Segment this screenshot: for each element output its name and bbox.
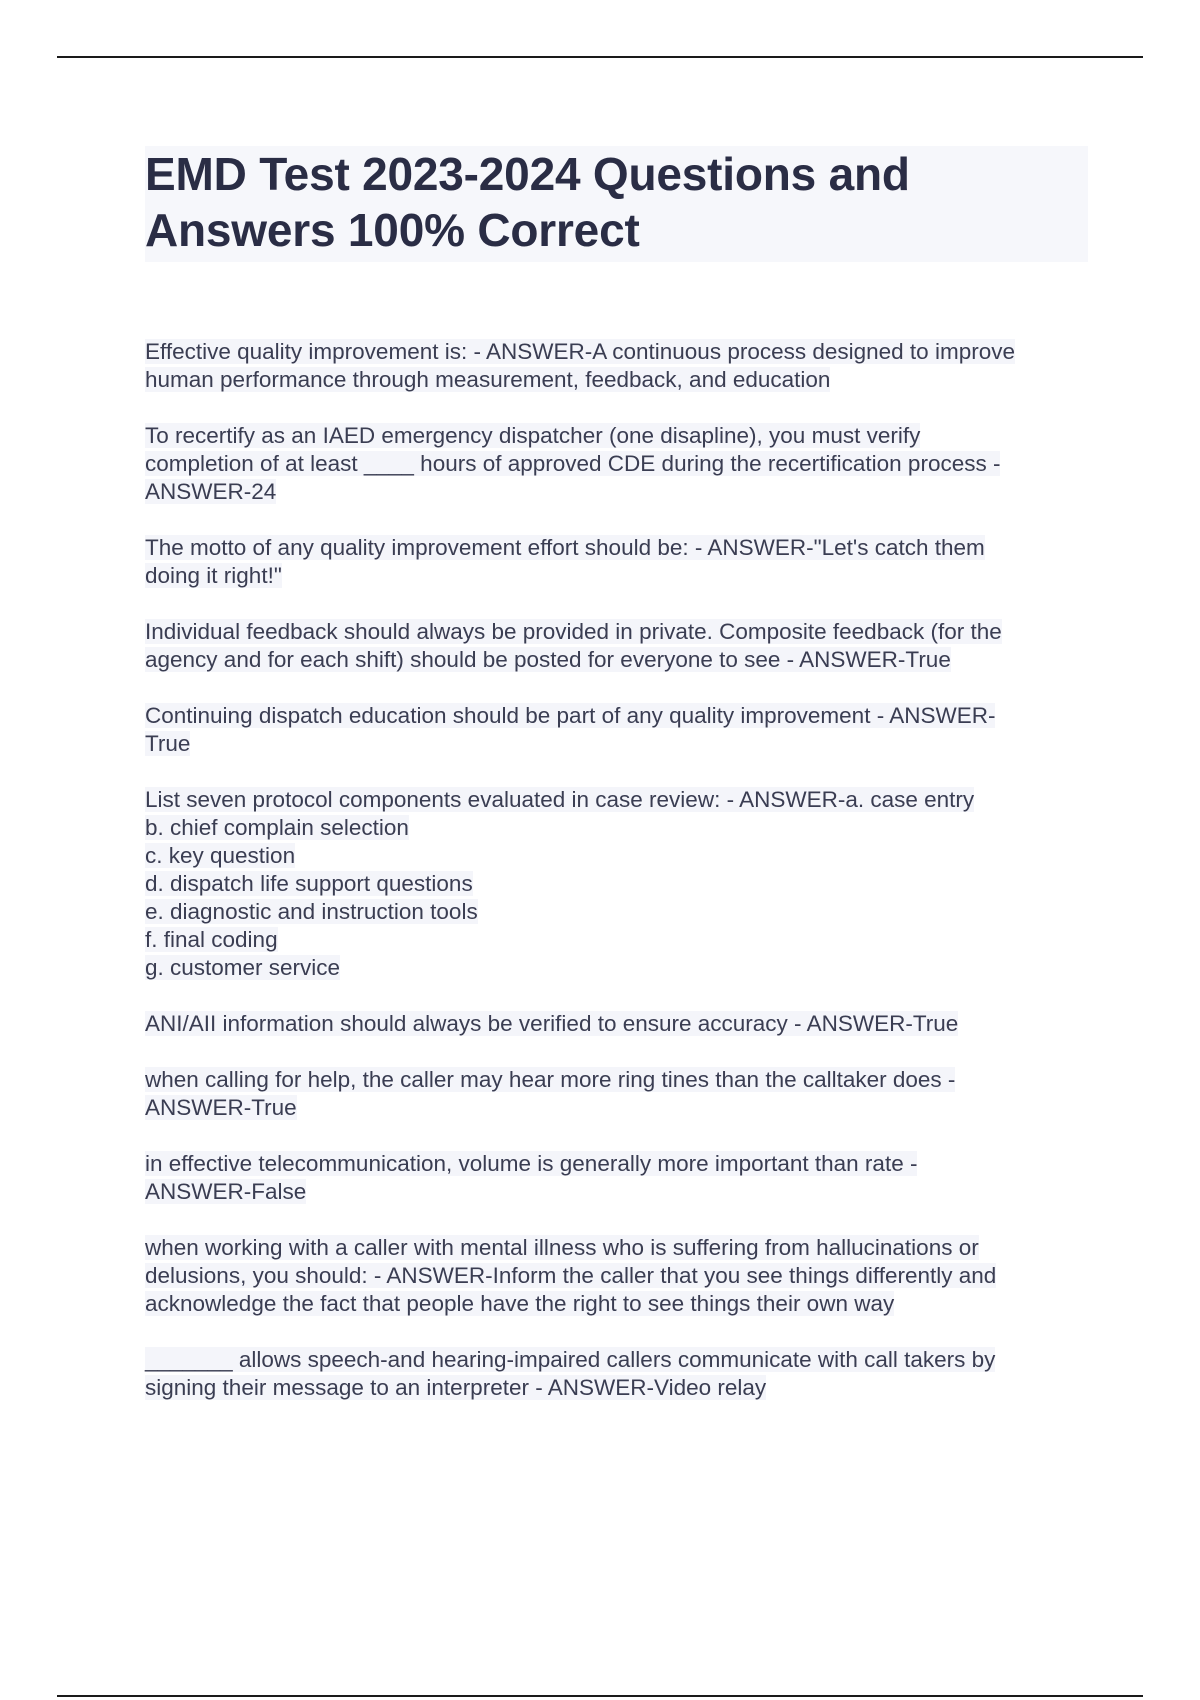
qa-item bbox=[145, 1234, 1090, 1318]
qa-line bbox=[145, 1066, 1090, 1094]
qa-line bbox=[145, 562, 1090, 590]
qa-line bbox=[145, 366, 1090, 394]
qa-item bbox=[145, 534, 1090, 590]
qa-line-text: Continuing dispatch education should be part of any quality improvement - ANSWER- bbox=[145, 703, 996, 728]
qa-item bbox=[145, 1150, 1090, 1206]
qa-line bbox=[145, 702, 1090, 730]
qa-line bbox=[145, 422, 1090, 450]
qa-item bbox=[145, 786, 1090, 982]
qa-line bbox=[145, 338, 1090, 366]
qa-line bbox=[145, 1234, 1090, 1262]
qa-line-text: ANI/AII information should always be verified to ensure accuracy - ANSWER-True bbox=[145, 1011, 959, 1036]
qa-line bbox=[145, 1150, 1090, 1178]
title-line-2: Answers 100% Correct bbox=[145, 204, 640, 256]
qa-item bbox=[145, 338, 1090, 394]
document-title bbox=[145, 146, 1088, 262]
qa-line bbox=[145, 814, 1090, 842]
qa-line-text: ANSWER-24 bbox=[145, 479, 277, 504]
qa-line bbox=[145, 926, 1090, 954]
qa-line bbox=[145, 842, 1090, 870]
qa-item bbox=[145, 1346, 1090, 1402]
qa-line-text: when calling for help, the caller may hear more ring tines than the calltaker does - bbox=[145, 1067, 956, 1092]
qa-line-text: human performance through measurement, feedback, and education bbox=[145, 367, 831, 392]
qa-line bbox=[145, 898, 1090, 926]
qa-line-text: agency and for each shift) should be posted for everyone to see - ANSWER-True bbox=[145, 647, 951, 672]
qa-line bbox=[145, 534, 1090, 562]
qa-line bbox=[145, 646, 1090, 674]
qa-line-text: d. dispatch life support questions bbox=[145, 871, 473, 896]
qa-line-text: The motto of any quality improvement effort should be: - ANSWER-"Let's catch them bbox=[145, 535, 985, 560]
qa-line bbox=[145, 730, 1090, 758]
qa-item bbox=[145, 702, 1090, 758]
qa-line-text: ANSWER-False bbox=[145, 1179, 307, 1204]
header-rule bbox=[57, 56, 1143, 58]
qa-line-text: completion of at least ____ hours of approved CDE during the recertification process - bbox=[145, 451, 1001, 476]
qa-item bbox=[145, 1010, 1090, 1038]
qa-line-text: True bbox=[145, 731, 191, 756]
qa-line-text: e. diagnostic and instruction tools bbox=[145, 899, 478, 924]
qa-line-text: f. final coding bbox=[145, 927, 278, 952]
qa-line bbox=[145, 1374, 1090, 1402]
title-line-1: EMD Test 2023-2024 Questions and bbox=[145, 148, 910, 200]
qa-line bbox=[145, 1290, 1090, 1318]
qa-item bbox=[145, 422, 1090, 506]
qa-line bbox=[145, 786, 1090, 814]
qa-line bbox=[145, 1262, 1090, 1290]
qa-line-text: Effective quality improvement is: - ANSWER-A continuous process designed to improve bbox=[145, 339, 1015, 364]
page-title bbox=[145, 146, 1088, 258]
qa-line bbox=[145, 870, 1090, 898]
qa-line-text: b. chief complain selection bbox=[145, 815, 409, 840]
qa-line-text: doing it right!" bbox=[145, 563, 282, 588]
qa-line-text: _______ allows speech-and hearing-impaired callers communicate with call takers by bbox=[145, 1347, 996, 1372]
qa-list bbox=[145, 338, 1090, 1430]
qa-line-text: g. customer service bbox=[145, 955, 341, 980]
qa-line-text: signing their message to an interpreter - ANSWER-Video relay bbox=[145, 1375, 767, 1400]
qa-line-text: c. key question bbox=[145, 843, 296, 868]
qa-line-text: To recertify as an IAED emergency dispatcher (one disapline), you must verify bbox=[145, 423, 921, 448]
qa-line bbox=[145, 1094, 1090, 1122]
qa-line-text: delusions, you should: - ANSWER-Inform the caller that you see things differently and bbox=[145, 1263, 997, 1288]
qa-line bbox=[145, 1346, 1090, 1374]
qa-line-text: ANSWER-True bbox=[145, 1095, 297, 1120]
qa-line bbox=[145, 478, 1090, 506]
qa-line bbox=[145, 1178, 1090, 1206]
qa-line-text: List seven protocol components evaluated in case review: - ANSWER-a. case entry bbox=[145, 787, 975, 812]
footer-rule bbox=[57, 1695, 1143, 1697]
qa-item bbox=[145, 1066, 1090, 1122]
qa-line bbox=[145, 618, 1090, 646]
qa-line bbox=[145, 1010, 1090, 1038]
qa-line-text: acknowledge the fact that people have the right to see things their own way bbox=[145, 1291, 895, 1316]
qa-line-text: Individual feedback should always be provided in private. Composite feedback (for the bbox=[145, 619, 1002, 644]
qa-line bbox=[145, 450, 1090, 478]
qa-line-text: in effective telecommunication, volume is generally more important than rate - bbox=[145, 1151, 918, 1176]
qa-item bbox=[145, 618, 1090, 674]
qa-line-text: when working with a caller with mental illness who is suffering from hallucinations or bbox=[145, 1235, 979, 1260]
qa-line bbox=[145, 954, 1090, 982]
